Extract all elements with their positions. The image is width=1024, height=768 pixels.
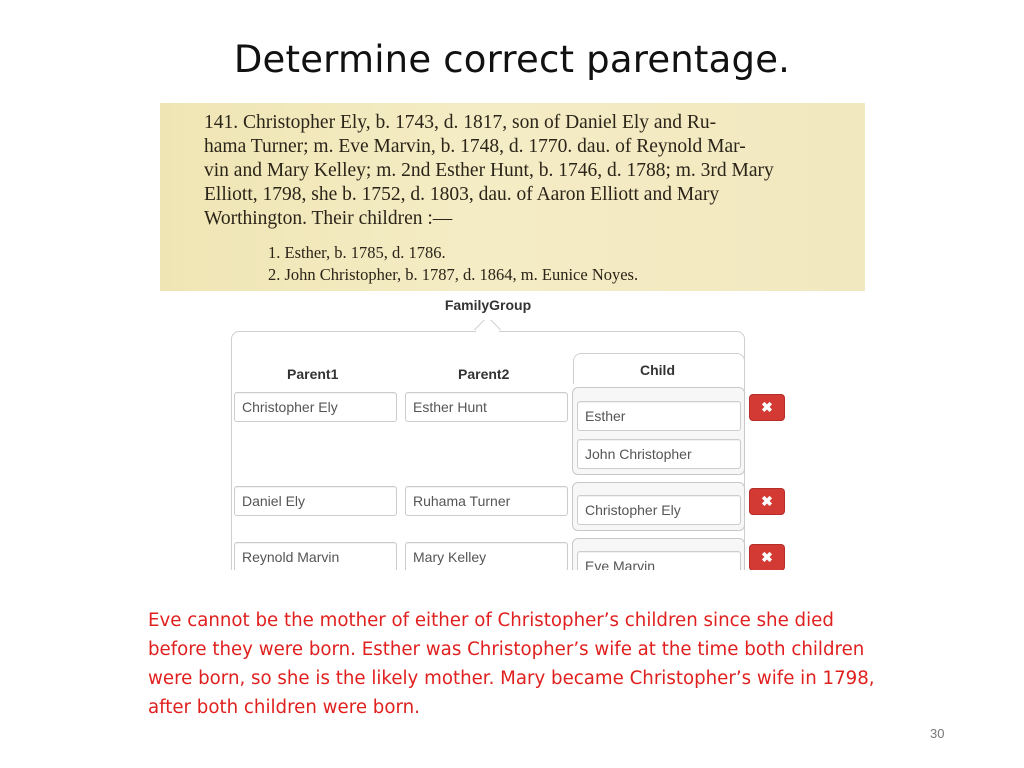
parent1-input[interactable] [234, 392, 397, 422]
child-group [572, 387, 745, 475]
explanation-note: Eve cannot be the mother of either of Christopher’s children since she died before they were born. Esther was Christopher’s wife at the time both children were born, so she is the likely mother. Mary became Christopher’s wife in 1798, after both children were born. [148, 610, 875, 718]
child-input[interactable] [577, 551, 741, 570]
record-child-1: 1. Esther, b. 1785, d. 1786. [268, 243, 446, 262]
record-line: Elliott, 1798, she b. 1752, d. 1803, dau. of Aaron Elliott and Mary [204, 184, 720, 205]
slide-number: 30 [930, 726, 945, 741]
parent2-input[interactable] [405, 392, 568, 422]
child-input[interactable] [577, 401, 741, 431]
record-line: vin and Mary Kelley; m. 2nd Esther Hunt, b. 1746, d. 1788; m. 3rd Mary [204, 160, 774, 181]
family-group-label: FamilyGroup [444, 297, 532, 313]
delete-row-button[interactable] [749, 544, 785, 570]
record-line: 141. Christopher Ely, b. 1743, d. 1817, son of Daniel Ely and Ru- [204, 112, 717, 133]
child-group [572, 538, 745, 570]
close-icon: ✖ [761, 549, 773, 565]
record-paragraph [204, 111, 854, 231]
child-input[interactable] [577, 495, 741, 525]
parent2-input[interactable] [405, 486, 568, 516]
header-parent2: Parent2 [458, 366, 510, 382]
delete-row-button[interactable] [749, 394, 785, 421]
header-child: Child [640, 362, 675, 378]
slide-title: Determine correct parentage. [233, 38, 791, 81]
close-icon: ✖ [761, 399, 773, 415]
child-input[interactable] [577, 439, 741, 469]
parent1-input[interactable] [234, 486, 397, 516]
close-icon: ✖ [761, 493, 773, 509]
family-group-editor [225, 320, 795, 570]
parent2-input[interactable] [405, 542, 568, 570]
child-group [572, 482, 745, 531]
delete-row-button[interactable] [749, 488, 785, 515]
record-child-2: 2. John Christopher, b. 1787, d. 1864, m. Eunice Noyes. [268, 265, 639, 284]
header-parent1: Parent1 [287, 366, 339, 382]
parent1-input[interactable] [234, 542, 397, 570]
record-line: hama Turner; m. Eve Marvin, b. 1748, d. 1770. dau. of Reynold Mar- [204, 136, 746, 157]
genealogy-record-scan [160, 103, 865, 291]
record-line: Worthington. Their children :— [204, 208, 453, 229]
